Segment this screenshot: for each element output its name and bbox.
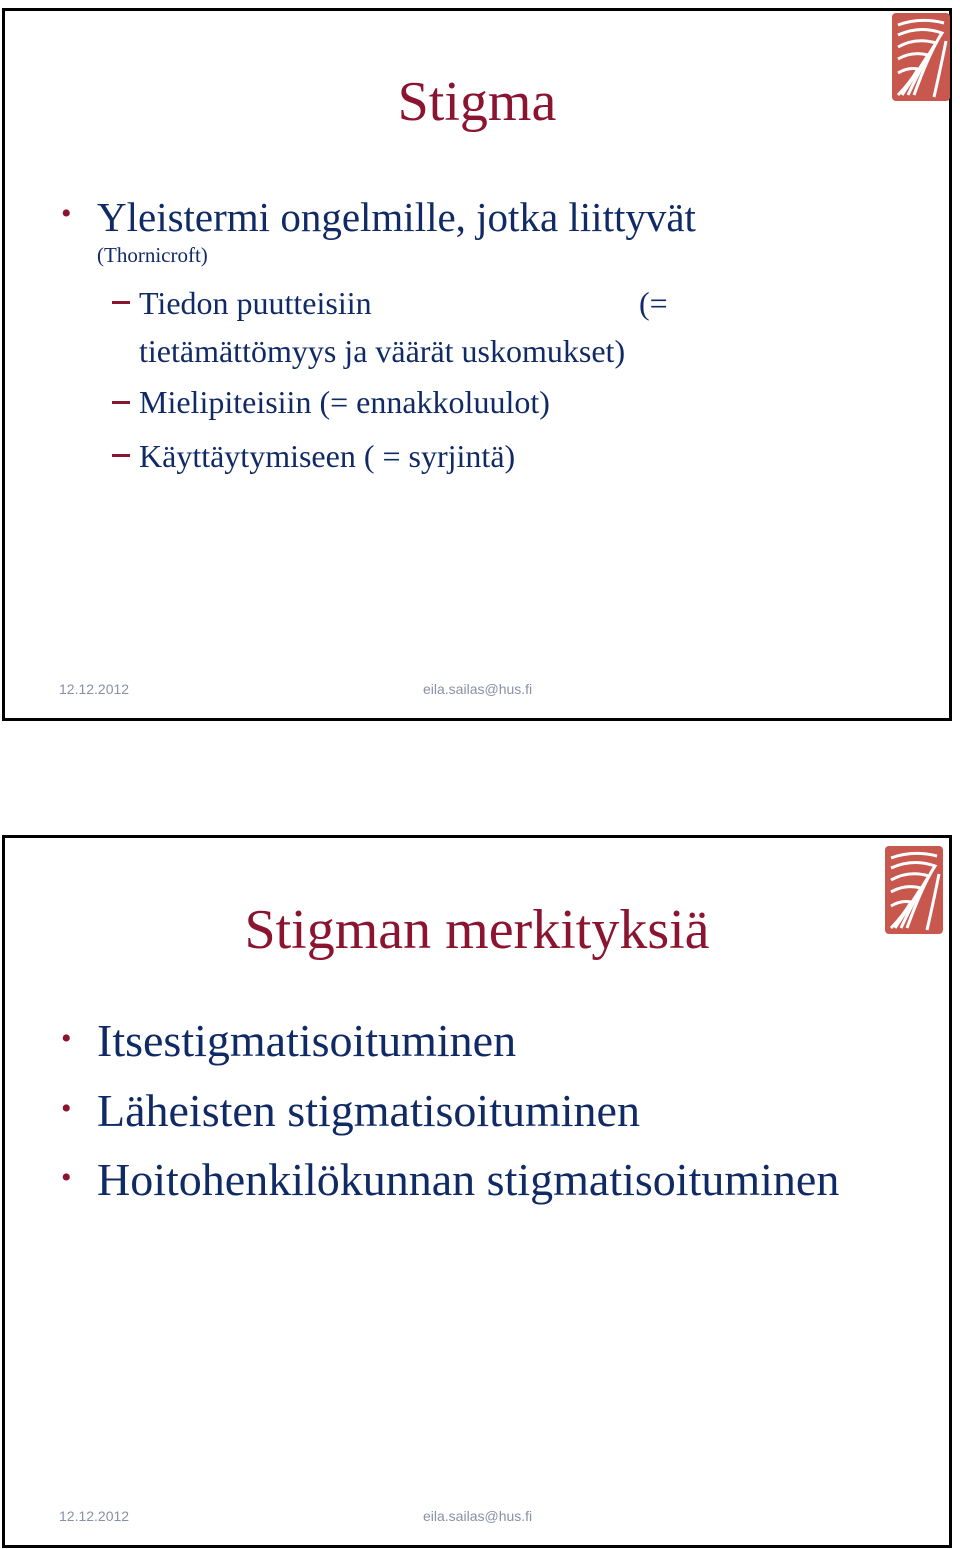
slide-title: Stigman merkityksiä	[244, 899, 710, 961]
footer-email: eila.sailas@hus.fi	[423, 681, 533, 697]
slide-stigma	[2, 8, 952, 721]
slide-stigman-merkityksia	[2, 835, 952, 1548]
footer-date: 12.12.2012	[59, 1508, 130, 1524]
footer-date: 12.12.2012	[59, 681, 130, 697]
bullet-dot-icon: •	[61, 1161, 72, 1194]
bullet-source-note: (Thornicroft)	[97, 243, 208, 267]
bullet-main: Yleistermi ongelmille, jotka liittyvät	[97, 194, 696, 240]
list-item: Läheisten stigmatisoituminen	[97, 1085, 640, 1136]
bullet-dot-icon: •	[61, 1022, 72, 1055]
subitem-tiedon-paren: (=	[639, 285, 668, 321]
dash-icon	[112, 401, 130, 404]
subitem-kayttaytymiseen: Käyttäytymiseen ( = syrjintä)	[139, 438, 516, 474]
list-item: Itsestigmatisoituminen	[97, 1015, 517, 1066]
dash-icon	[112, 454, 130, 457]
footer-email: eila.sailas@hus.fi	[423, 1508, 533, 1524]
bullet-dot-icon: •	[61, 1092, 72, 1125]
dash-icon	[112, 301, 130, 304]
list-item: Hoitohenkilökunnan stigmatisoituminen	[97, 1154, 840, 1205]
bullet-dot-icon: •	[61, 197, 72, 230]
subitem-mielipiteisiin: Mielipiteisiin (= ennakkoluulot)	[139, 384, 550, 420]
slide-title: Stigma	[397, 71, 557, 133]
subitem-tiedon: Tiedon puutteisiin	[139, 285, 372, 321]
subitem-tiedon-cont: tietämättömyys ja väärät uskomukset)	[139, 333, 626, 369]
